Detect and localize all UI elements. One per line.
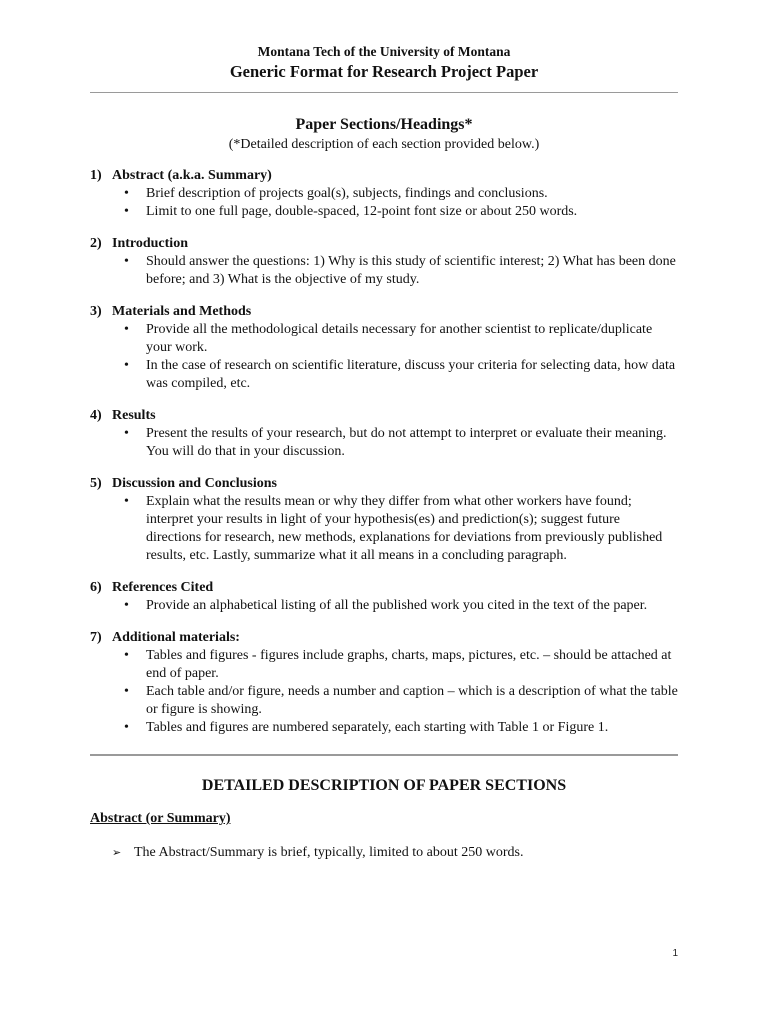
bullet-item: • Provide an alphabetical listing of all the published work you cited in the text of the paper.	[124, 597, 678, 615]
section-bullet-list	[90, 185, 678, 221]
paper-section	[90, 167, 678, 221]
section-bullet-list	[90, 425, 678, 461]
section-title-text: Results	[112, 408, 156, 423]
paper-section	[90, 629, 678, 737]
section-title	[90, 579, 678, 597]
section-divider	[90, 754, 678, 756]
document-title: Generic Format for Research Project Paper	[229, 62, 539, 81]
section-title	[90, 167, 678, 185]
section-title-text: Discussion and Conclusions	[112, 476, 277, 491]
arrow-item-text: The Abstract/Summary is brief, typically, limited to about 250 words.	[134, 845, 524, 860]
section-bullet-list	[90, 321, 678, 393]
paper-section	[90, 303, 678, 393]
section-title-text: Abstract (a.k.a. Summary)	[112, 168, 272, 183]
section-number: 1)	[90, 168, 102, 183]
page-number: 1	[672, 948, 678, 959]
bullet-item: • Limit to one full page, double-spaced, 12-point font size or about 250 words.	[124, 203, 678, 221]
paper-section	[90, 235, 678, 289]
section-number: 5)	[90, 476, 102, 491]
section-bullet-list	[90, 647, 678, 737]
bullet-item: • Should answer the questions: 1) Why is this study of scientific interest; 2) What has been done before; and 3) What is the objective of my study.	[124, 253, 678, 289]
arrow-list-item	[90, 844, 678, 862]
bullet-item: • Provide all the methodological details necessary for another scientist to replicate/duplicate your work.	[124, 321, 678, 357]
paper-sections-note: (*Detailed description of each section provided below.)	[228, 137, 540, 152]
section-title-text: Introduction	[112, 236, 188, 251]
section-title	[90, 235, 678, 253]
section-number: 6)	[90, 580, 102, 595]
header-divider	[90, 92, 678, 93]
detailed-description-heading: DETAILED DESCRIPTION OF PAPER SECTIONS	[201, 777, 567, 794]
paper-sections-heading: Paper Sections/Headings*	[295, 116, 473, 133]
paper-section	[90, 475, 678, 565]
detail-items	[90, 844, 678, 862]
section-title	[90, 407, 678, 425]
bullet-item: • Brief description of projects goal(s), subjects, findings and conclusions.	[124, 185, 678, 203]
institution-name: Montana Tech of the University of Montana	[257, 44, 511, 59]
bullet-item: • In the case of research on scientific literature, discuss your criteria for selecting data, how data was compiled, etc.	[124, 357, 678, 393]
arrow-bullet-icon: ➢	[112, 846, 122, 859]
section-number: 3)	[90, 304, 102, 319]
sections-list	[90, 167, 678, 737]
bullet-item: • Present the results of your research, but do not attempt to interpret or evaluate their meaning. You will do that in your discussion.	[124, 425, 678, 461]
bullet-item: • Tables and figures - figures include graphs, charts, maps, pictures, etc. – should be attached at end of paper.	[124, 647, 678, 683]
abstract-subheading: Abstract (or Summary)	[90, 811, 231, 826]
section-bullet-list	[90, 597, 678, 615]
section-bullet-list	[90, 493, 678, 565]
bullet-item: • Each table and/or figure, needs a number and caption – which is a description of what the table or figure is showing.	[124, 683, 678, 719]
section-number: 2)	[90, 236, 102, 251]
section-title	[90, 475, 678, 493]
section-number: 4)	[90, 408, 102, 423]
bullet-item: • Explain what the results mean or why they differ from what other workers have found; interpret your results in light of your hypothesis(es) and prediction(s); suggest future directions for research, new methods, explanations for deviations from previously published results, etc. Lastly, summarize what it all means in a concluding paragraph.	[124, 493, 678, 565]
paper-section	[90, 579, 678, 615]
bullet-item: • Tables and figures are numbered separately, each starting with Table 1 or Figure 1.	[124, 719, 678, 737]
section-number: 7)	[90, 630, 102, 645]
section-title	[90, 629, 678, 647]
paper-section	[90, 407, 678, 461]
section-title-text: References Cited	[112, 580, 214, 595]
section-bullet-list	[90, 253, 678, 289]
section-title-text: Materials and Methods	[112, 304, 252, 319]
section-title-text: Additional materials:	[112, 630, 240, 645]
section-title	[90, 303, 678, 321]
